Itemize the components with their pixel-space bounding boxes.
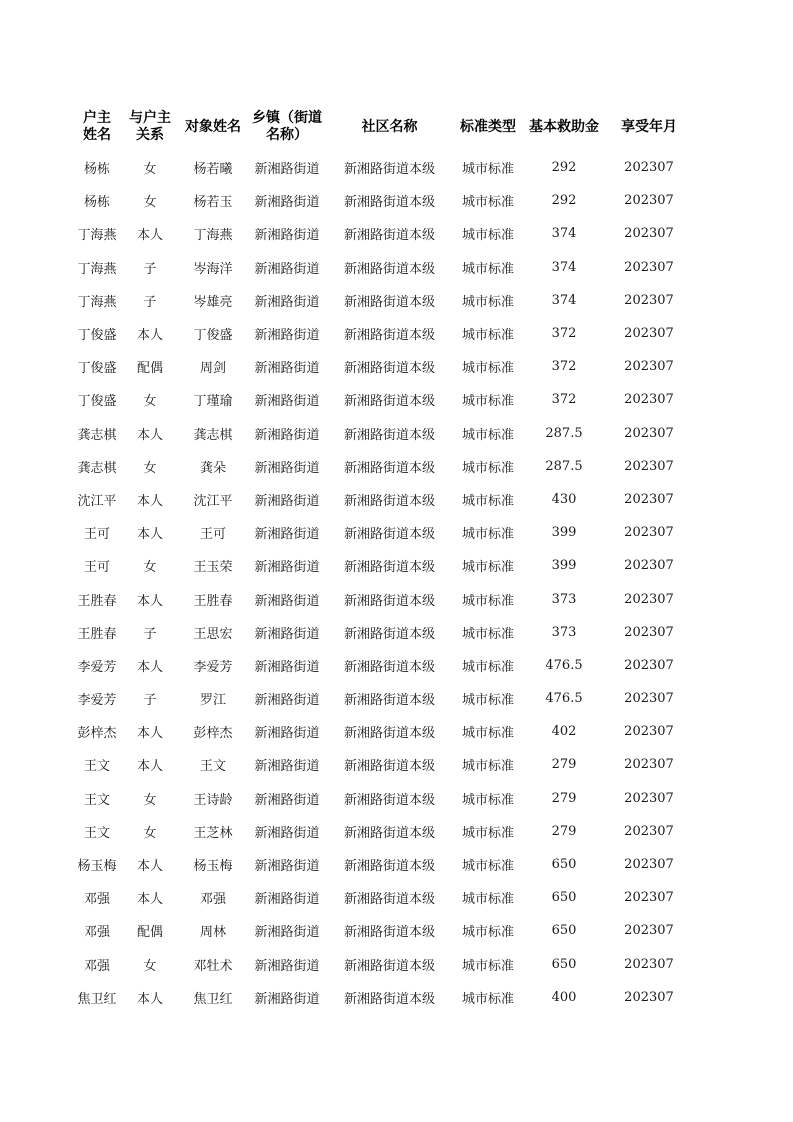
cell-standard-type: 城市标准 xyxy=(461,593,514,609)
cell-household-head: 邓强 xyxy=(83,925,110,941)
cell-standard-type: 城市标准 xyxy=(461,162,514,178)
cell-relation: 女 xyxy=(143,162,157,178)
cell-relation: 子 xyxy=(143,294,157,310)
cell-township: 新湘路街道 xyxy=(254,427,320,443)
cell-community: 新湘路街道本级 xyxy=(343,195,435,211)
cell-community: 新湘路街道本级 xyxy=(343,294,435,310)
cell-relation: 本人 xyxy=(136,427,163,443)
cell-standard-type: 城市标准 xyxy=(461,626,514,642)
cell-township: 新湘路街道 xyxy=(254,958,320,974)
cell-township: 新湘路街道 xyxy=(254,560,320,576)
table-row xyxy=(71,848,692,881)
cell-month: 202307 xyxy=(624,558,674,574)
cell-community: 新湘路街道本级 xyxy=(343,527,435,543)
table-row xyxy=(71,748,692,781)
cell-household-head: 王文 xyxy=(83,825,110,841)
cell-relation: 本人 xyxy=(136,493,163,509)
cell-standard-type: 城市标准 xyxy=(461,328,514,344)
cell-base-allowance: 372 xyxy=(551,359,577,375)
cell-month: 202307 xyxy=(624,823,674,839)
cell-relation: 本人 xyxy=(136,991,163,1007)
cell-standard-type: 城市标准 xyxy=(461,958,514,974)
cell-recipient-name: 王芝林 xyxy=(193,825,233,841)
table-row xyxy=(71,649,692,682)
cell-base-allowance: 650 xyxy=(551,923,577,939)
cell-recipient-name: 杨若玉 xyxy=(193,195,233,211)
cell-relation: 女 xyxy=(143,958,157,974)
cell-relation: 本人 xyxy=(136,726,163,742)
cell-community: 新湘路街道本级 xyxy=(343,560,435,576)
cell-township: 新湘路街道 xyxy=(254,493,320,509)
cell-household-head: 邓强 xyxy=(83,958,110,974)
cell-household-head: 龚志棋 xyxy=(77,427,117,443)
cell-household-head: 王胜春 xyxy=(77,626,117,642)
cell-base-allowance: 374 xyxy=(551,292,577,308)
cell-recipient-name: 王文 xyxy=(199,759,226,775)
cell-recipient-name: 彭梓杰 xyxy=(193,726,233,742)
cell-standard-type: 城市标准 xyxy=(461,759,514,775)
table-row xyxy=(71,914,692,947)
cell-community: 新湘路街道本级 xyxy=(343,394,435,410)
cell-relation: 本人 xyxy=(136,659,163,675)
cell-relation: 女 xyxy=(143,792,157,808)
cell-standard-type: 城市标准 xyxy=(461,228,514,244)
cell-base-allowance: 476.5 xyxy=(545,691,583,707)
cell-recipient-name: 周林 xyxy=(199,925,226,941)
cell-standard-type: 城市标准 xyxy=(461,792,514,808)
cell-household-head: 王文 xyxy=(83,759,110,775)
header-base-allowance: 基本救助金 xyxy=(529,118,599,135)
table-row xyxy=(71,815,692,848)
cell-household-head: 丁俊盛 xyxy=(77,394,117,410)
header-community: 社区名称 xyxy=(361,118,418,135)
cell-month: 202307 xyxy=(624,160,674,176)
cell-month: 202307 xyxy=(624,525,674,541)
cell-household-head: 丁俊盛 xyxy=(77,361,117,377)
cell-township: 新湘路街道 xyxy=(254,527,320,543)
cell-household-head: 李爱芳 xyxy=(77,659,117,675)
cell-recipient-name: 罗江 xyxy=(199,693,226,709)
cell-month: 202307 xyxy=(624,691,674,707)
cell-relation: 女 xyxy=(143,560,157,576)
cell-household-head: 龚志棋 xyxy=(77,460,117,476)
cell-base-allowance: 372 xyxy=(551,392,577,408)
cell-township: 新湘路街道 xyxy=(254,726,320,742)
cell-standard-type: 城市标准 xyxy=(461,991,514,1007)
cell-township: 新湘路街道 xyxy=(254,328,320,344)
cell-month: 202307 xyxy=(624,425,674,441)
table-row xyxy=(71,516,692,549)
cell-recipient-name: 李爱芳 xyxy=(193,659,233,675)
cell-township: 新湘路街道 xyxy=(254,792,320,808)
cell-base-allowance: 279 xyxy=(551,757,577,773)
cell-household-head: 沈江平 xyxy=(77,493,117,509)
table-row xyxy=(71,184,692,217)
cell-community: 新湘路街道本级 xyxy=(343,792,435,808)
cell-household-head: 王可 xyxy=(83,527,110,543)
cell-recipient-name: 龚志棋 xyxy=(193,427,233,443)
table-row xyxy=(71,383,692,416)
cell-month: 202307 xyxy=(624,359,674,375)
cell-month: 202307 xyxy=(624,956,674,972)
cell-relation: 本人 xyxy=(136,759,163,775)
cell-community: 新湘路街道本级 xyxy=(343,361,435,377)
cell-standard-type: 城市标准 xyxy=(461,294,514,310)
cell-community: 新湘路街道本级 xyxy=(343,328,435,344)
cell-relation: 女 xyxy=(143,195,157,211)
cell-month: 202307 xyxy=(624,724,674,740)
cell-month: 202307 xyxy=(624,392,674,408)
cell-recipient-name: 龚朵 xyxy=(199,460,226,476)
cell-community: 新湘路街道本级 xyxy=(343,460,435,476)
cell-standard-type: 城市标准 xyxy=(461,361,514,377)
cell-township: 新湘路街道 xyxy=(254,394,320,410)
cell-community: 新湘路街道本级 xyxy=(343,726,435,742)
cell-township: 新湘路街道 xyxy=(254,593,320,609)
table-row xyxy=(71,317,692,350)
cell-month: 202307 xyxy=(624,857,674,873)
table-row xyxy=(71,782,692,815)
cell-community: 新湘路街道本级 xyxy=(343,693,435,709)
table-row xyxy=(71,417,692,450)
cell-month: 202307 xyxy=(624,790,674,806)
cell-relation: 子 xyxy=(143,693,157,709)
cell-recipient-name: 邓强 xyxy=(199,892,226,908)
cell-recipient-name: 杨若曦 xyxy=(193,162,233,178)
table-row xyxy=(71,616,692,649)
cell-standard-type: 城市标准 xyxy=(461,560,514,576)
table-row xyxy=(71,251,692,284)
cell-relation: 配偶 xyxy=(136,925,163,941)
header-recipient-name: 对象姓名 xyxy=(185,118,241,135)
cell-base-allowance: 430 xyxy=(551,491,577,507)
cell-standard-type: 城市标准 xyxy=(461,659,514,675)
cell-township: 新湘路街道 xyxy=(254,859,320,875)
cell-recipient-name: 丁俊盛 xyxy=(193,328,233,344)
table-row xyxy=(71,715,692,748)
cell-standard-type: 城市标准 xyxy=(461,859,514,875)
cell-relation: 女 xyxy=(143,825,157,841)
cell-base-allowance: 399 xyxy=(551,558,577,574)
cell-township: 新湘路街道 xyxy=(254,892,320,908)
cell-relation: 本人 xyxy=(136,593,163,609)
cell-community: 新湘路街道本级 xyxy=(343,759,435,775)
cell-base-allowance: 476.5 xyxy=(545,657,583,673)
cell-month: 202307 xyxy=(624,624,674,640)
cell-relation: 子 xyxy=(143,261,157,277)
cell-township: 新湘路街道 xyxy=(254,626,320,642)
cell-township: 新湘路街道 xyxy=(254,991,320,1007)
cell-recipient-name: 邓牡术 xyxy=(193,958,233,974)
cell-community: 新湘路街道本级 xyxy=(343,593,435,609)
cell-base-allowance: 402 xyxy=(551,724,577,740)
cell-base-allowance: 287.5 xyxy=(545,458,583,474)
table-row xyxy=(71,549,692,582)
cell-base-allowance: 650 xyxy=(551,956,577,972)
cell-household-head: 邓强 xyxy=(83,892,110,908)
table-row xyxy=(71,881,692,914)
header-household-head: 户主 姓名 xyxy=(83,110,111,143)
cell-month: 202307 xyxy=(624,458,674,474)
cell-recipient-name: 焦卫红 xyxy=(193,991,233,1007)
cell-standard-type: 城市标准 xyxy=(461,427,514,443)
cell-household-head: 杨栋 xyxy=(83,162,110,178)
cell-month: 202307 xyxy=(624,326,674,342)
cell-relation: 本人 xyxy=(136,328,163,344)
cell-base-allowance: 374 xyxy=(551,259,577,275)
cell-month: 202307 xyxy=(624,259,674,275)
cell-base-allowance: 292 xyxy=(551,193,577,209)
cell-relation: 本人 xyxy=(136,859,163,875)
cell-community: 新湘路街道本级 xyxy=(343,958,435,974)
table-row xyxy=(71,151,692,184)
cell-base-allowance: 373 xyxy=(551,624,577,640)
cell-standard-type: 城市标准 xyxy=(461,460,514,476)
cell-recipient-name: 周剑 xyxy=(199,361,226,377)
table-row xyxy=(71,350,692,383)
cell-standard-type: 城市标准 xyxy=(461,726,514,742)
cell-standard-type: 城市标准 xyxy=(461,394,514,410)
cell-month: 202307 xyxy=(624,890,674,906)
cell-relation: 子 xyxy=(143,626,157,642)
cell-community: 新湘路街道本级 xyxy=(343,892,435,908)
cell-township: 新湘路街道 xyxy=(254,925,320,941)
cell-base-allowance: 279 xyxy=(551,823,577,839)
cell-base-allowance: 650 xyxy=(551,890,577,906)
cell-recipient-name: 王思宏 xyxy=(193,626,233,642)
table-row xyxy=(71,948,692,981)
cell-household-head: 丁俊盛 xyxy=(77,328,117,344)
table-row xyxy=(71,582,692,615)
cell-base-allowance: 374 xyxy=(551,226,577,242)
cell-base-allowance: 287.5 xyxy=(545,425,583,441)
cell-township: 新湘路街道 xyxy=(254,759,320,775)
cell-township: 新湘路街道 xyxy=(254,195,320,211)
cell-month: 202307 xyxy=(624,491,674,507)
cell-household-head: 李爱芳 xyxy=(77,693,117,709)
cell-recipient-name: 丁瑾瑜 xyxy=(193,394,233,410)
cell-recipient-name: 杨玉梅 xyxy=(193,859,233,875)
assistance-roster-table xyxy=(71,103,692,1014)
cell-recipient-name: 王胜春 xyxy=(193,593,233,609)
header-township: 乡镇（街道 名称） xyxy=(252,110,322,143)
cell-month: 202307 xyxy=(624,193,674,209)
cell-household-head: 王文 xyxy=(83,792,110,808)
cell-community: 新湘路街道本级 xyxy=(343,162,435,178)
cell-standard-type: 城市标准 xyxy=(461,693,514,709)
cell-month: 202307 xyxy=(624,591,674,607)
cell-standard-type: 城市标准 xyxy=(461,261,514,277)
cell-base-allowance: 373 xyxy=(551,591,577,607)
cell-base-allowance: 400 xyxy=(551,989,577,1005)
cell-household-head: 王胜春 xyxy=(77,593,117,609)
table-row xyxy=(71,981,692,1014)
cell-base-allowance: 279 xyxy=(551,790,577,806)
cell-base-allowance: 399 xyxy=(551,525,577,541)
cell-household-head: 彭梓杰 xyxy=(77,726,117,742)
cell-relation: 本人 xyxy=(136,527,163,543)
cell-month: 202307 xyxy=(624,226,674,242)
cell-household-head: 焦卫红 xyxy=(77,991,117,1007)
cell-recipient-name: 沈江平 xyxy=(193,493,233,509)
cell-relation: 女 xyxy=(143,394,157,410)
table-header-row xyxy=(71,103,692,151)
cell-community: 新湘路街道本级 xyxy=(343,659,435,675)
cell-community: 新湘路街道本级 xyxy=(343,261,435,277)
cell-community: 新湘路街道本级 xyxy=(343,859,435,875)
cell-recipient-name: 丁海燕 xyxy=(193,228,233,244)
cell-relation: 本人 xyxy=(136,892,163,908)
cell-month: 202307 xyxy=(624,923,674,939)
cell-community: 新湘路街道本级 xyxy=(343,925,435,941)
cell-community: 新湘路街道本级 xyxy=(343,626,435,642)
cell-standard-type: 城市标准 xyxy=(461,493,514,509)
table-row xyxy=(71,450,692,483)
cell-community: 新湘路街道本级 xyxy=(343,825,435,841)
cell-recipient-name: 王诗龄 xyxy=(193,792,233,808)
cell-recipient-name: 王可 xyxy=(199,527,226,543)
cell-township: 新湘路街道 xyxy=(254,659,320,675)
cell-household-head: 杨玉梅 xyxy=(77,859,117,875)
header-month: 享受年月 xyxy=(621,118,677,135)
cell-recipient-name: 岑海洋 xyxy=(193,261,233,277)
cell-relation: 配偶 xyxy=(136,361,163,377)
cell-community: 新湘路街道本级 xyxy=(343,427,435,443)
cell-township: 新湘路街道 xyxy=(254,361,320,377)
table-row xyxy=(71,284,692,317)
cell-base-allowance: 650 xyxy=(551,857,577,873)
cell-month: 202307 xyxy=(624,989,674,1005)
cell-standard-type: 城市标准 xyxy=(461,892,514,908)
cell-month: 202307 xyxy=(624,292,674,308)
cell-community: 新湘路街道本级 xyxy=(343,991,435,1007)
cell-township: 新湘路街道 xyxy=(254,261,320,277)
cell-recipient-name: 岑雄亮 xyxy=(193,294,233,310)
table-row xyxy=(71,682,692,715)
cell-relation: 本人 xyxy=(136,228,163,244)
cell-relation: 女 xyxy=(143,460,157,476)
table-body xyxy=(71,151,692,1014)
cell-community: 新湘路街道本级 xyxy=(343,228,435,244)
cell-township: 新湘路街道 xyxy=(254,460,320,476)
cell-township: 新湘路街道 xyxy=(254,693,320,709)
cell-township: 新湘路街道 xyxy=(254,825,320,841)
cell-community: 新湘路街道本级 xyxy=(343,493,435,509)
table-row xyxy=(71,483,692,516)
cell-standard-type: 城市标准 xyxy=(461,195,514,211)
cell-household-head: 丁海燕 xyxy=(77,228,117,244)
cell-household-head: 杨栋 xyxy=(83,195,110,211)
cell-household-head: 丁海燕 xyxy=(77,294,117,310)
cell-township: 新湘路街道 xyxy=(254,162,320,178)
cell-household-head: 丁海燕 xyxy=(77,261,117,277)
table-row xyxy=(71,217,692,250)
cell-township: 新湘路街道 xyxy=(254,228,320,244)
cell-month: 202307 xyxy=(624,657,674,673)
cell-township: 新湘路街道 xyxy=(254,294,320,310)
cell-household-head: 王可 xyxy=(83,560,110,576)
header-relation: 与户主 关系 xyxy=(129,110,171,143)
cell-base-allowance: 372 xyxy=(551,326,577,342)
header-standard-type: 标准类型 xyxy=(460,118,516,135)
cell-base-allowance: 292 xyxy=(551,160,577,176)
cell-standard-type: 城市标准 xyxy=(461,925,514,941)
cell-standard-type: 城市标准 xyxy=(461,825,514,841)
cell-recipient-name: 王玉荣 xyxy=(193,560,233,576)
cell-standard-type: 城市标准 xyxy=(461,527,514,543)
cell-month: 202307 xyxy=(624,757,674,773)
